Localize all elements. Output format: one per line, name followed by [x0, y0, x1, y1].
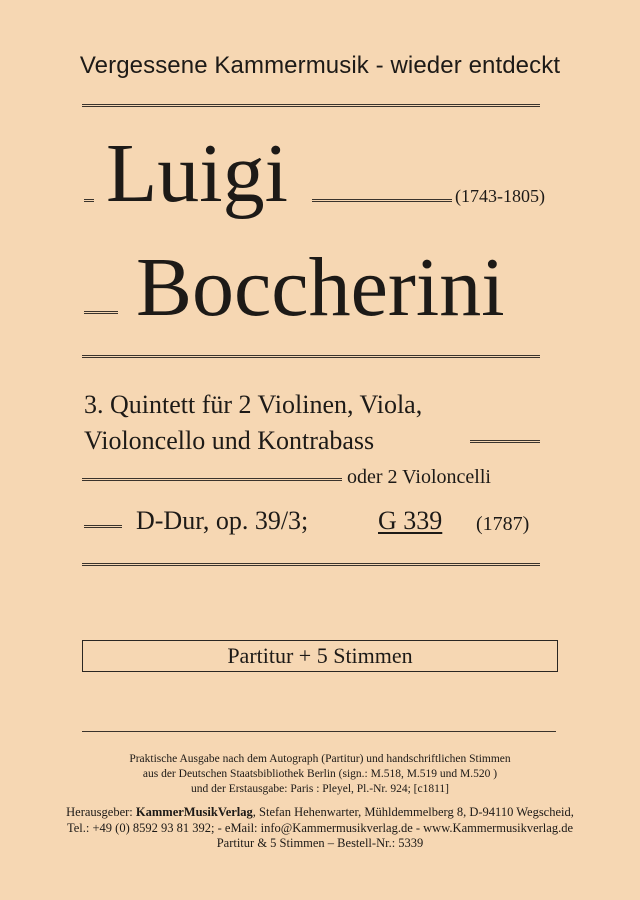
divider-line	[82, 355, 540, 358]
composer-last-name: Boccherini	[136, 241, 505, 334]
decor-line	[82, 478, 342, 481]
source-note	[60, 752, 580, 797]
work-catalog-number: G 339	[378, 506, 443, 535]
decor-line	[84, 525, 122, 528]
publisher-address: , Stefan Hehenwarter, Mühldemmelberg 8, D-94110 Wegscheid,	[252, 805, 574, 819]
publisher-prefix: Herausgeber:	[66, 805, 136, 819]
edition-box: Partitur + 5 Stimmen	[82, 640, 558, 672]
publisher-name: KammerMusikVerlag	[135, 805, 253, 819]
composer-dates: (1743-1805)	[455, 186, 545, 206]
publisher-line	[0, 805, 640, 821]
publisher-block	[0, 805, 640, 852]
decor-line	[470, 440, 540, 443]
source-note-line-1: Praktische Ausgabe nach dem Autograph (Partitur) und handschriftlichen Stimmen	[129, 753, 511, 765]
series-title: Vergessene Kammermusik - wieder entdeckt	[79, 52, 561, 79]
divider-line	[82, 731, 556, 732]
decor-line	[84, 199, 94, 202]
source-note-line-2: aus der Deutschen Staatsbibliothek Berlin (sign.: M.518, M.519 und M.520 )	[142, 768, 498, 780]
work-title-line-2: Violoncello und Kontrabass	[84, 426, 375, 455]
order-number: Partitur & 5 Stimmen – Bestell-Nr.: 5339	[216, 836, 424, 850]
publisher-contact: Tel.: +49 (0) 8592 93 81 392; - eMail: info@Kammermusikverlag.de - www.Kammermusikverlag.de	[67, 820, 573, 835]
divider-line	[82, 104, 540, 107]
source-note-line-3: und der Erstausgabe: Paris : Pleyel, Pl.-Nr. 924; [c1811]	[191, 783, 449, 795]
decor-line	[84, 311, 118, 314]
work-title-line-1: 3. Quintett für 2 Violinen, Viola,	[84, 390, 423, 419]
composer-first-name: Luigi	[106, 127, 288, 220]
divider-line	[82, 563, 540, 566]
decor-line	[312, 199, 452, 202]
work-title-line-3: oder 2 Violoncelli	[347, 466, 491, 488]
work-year: (1787)	[476, 513, 530, 535]
work-key-opus: D-Dur, op. 39/3;	[136, 506, 309, 535]
